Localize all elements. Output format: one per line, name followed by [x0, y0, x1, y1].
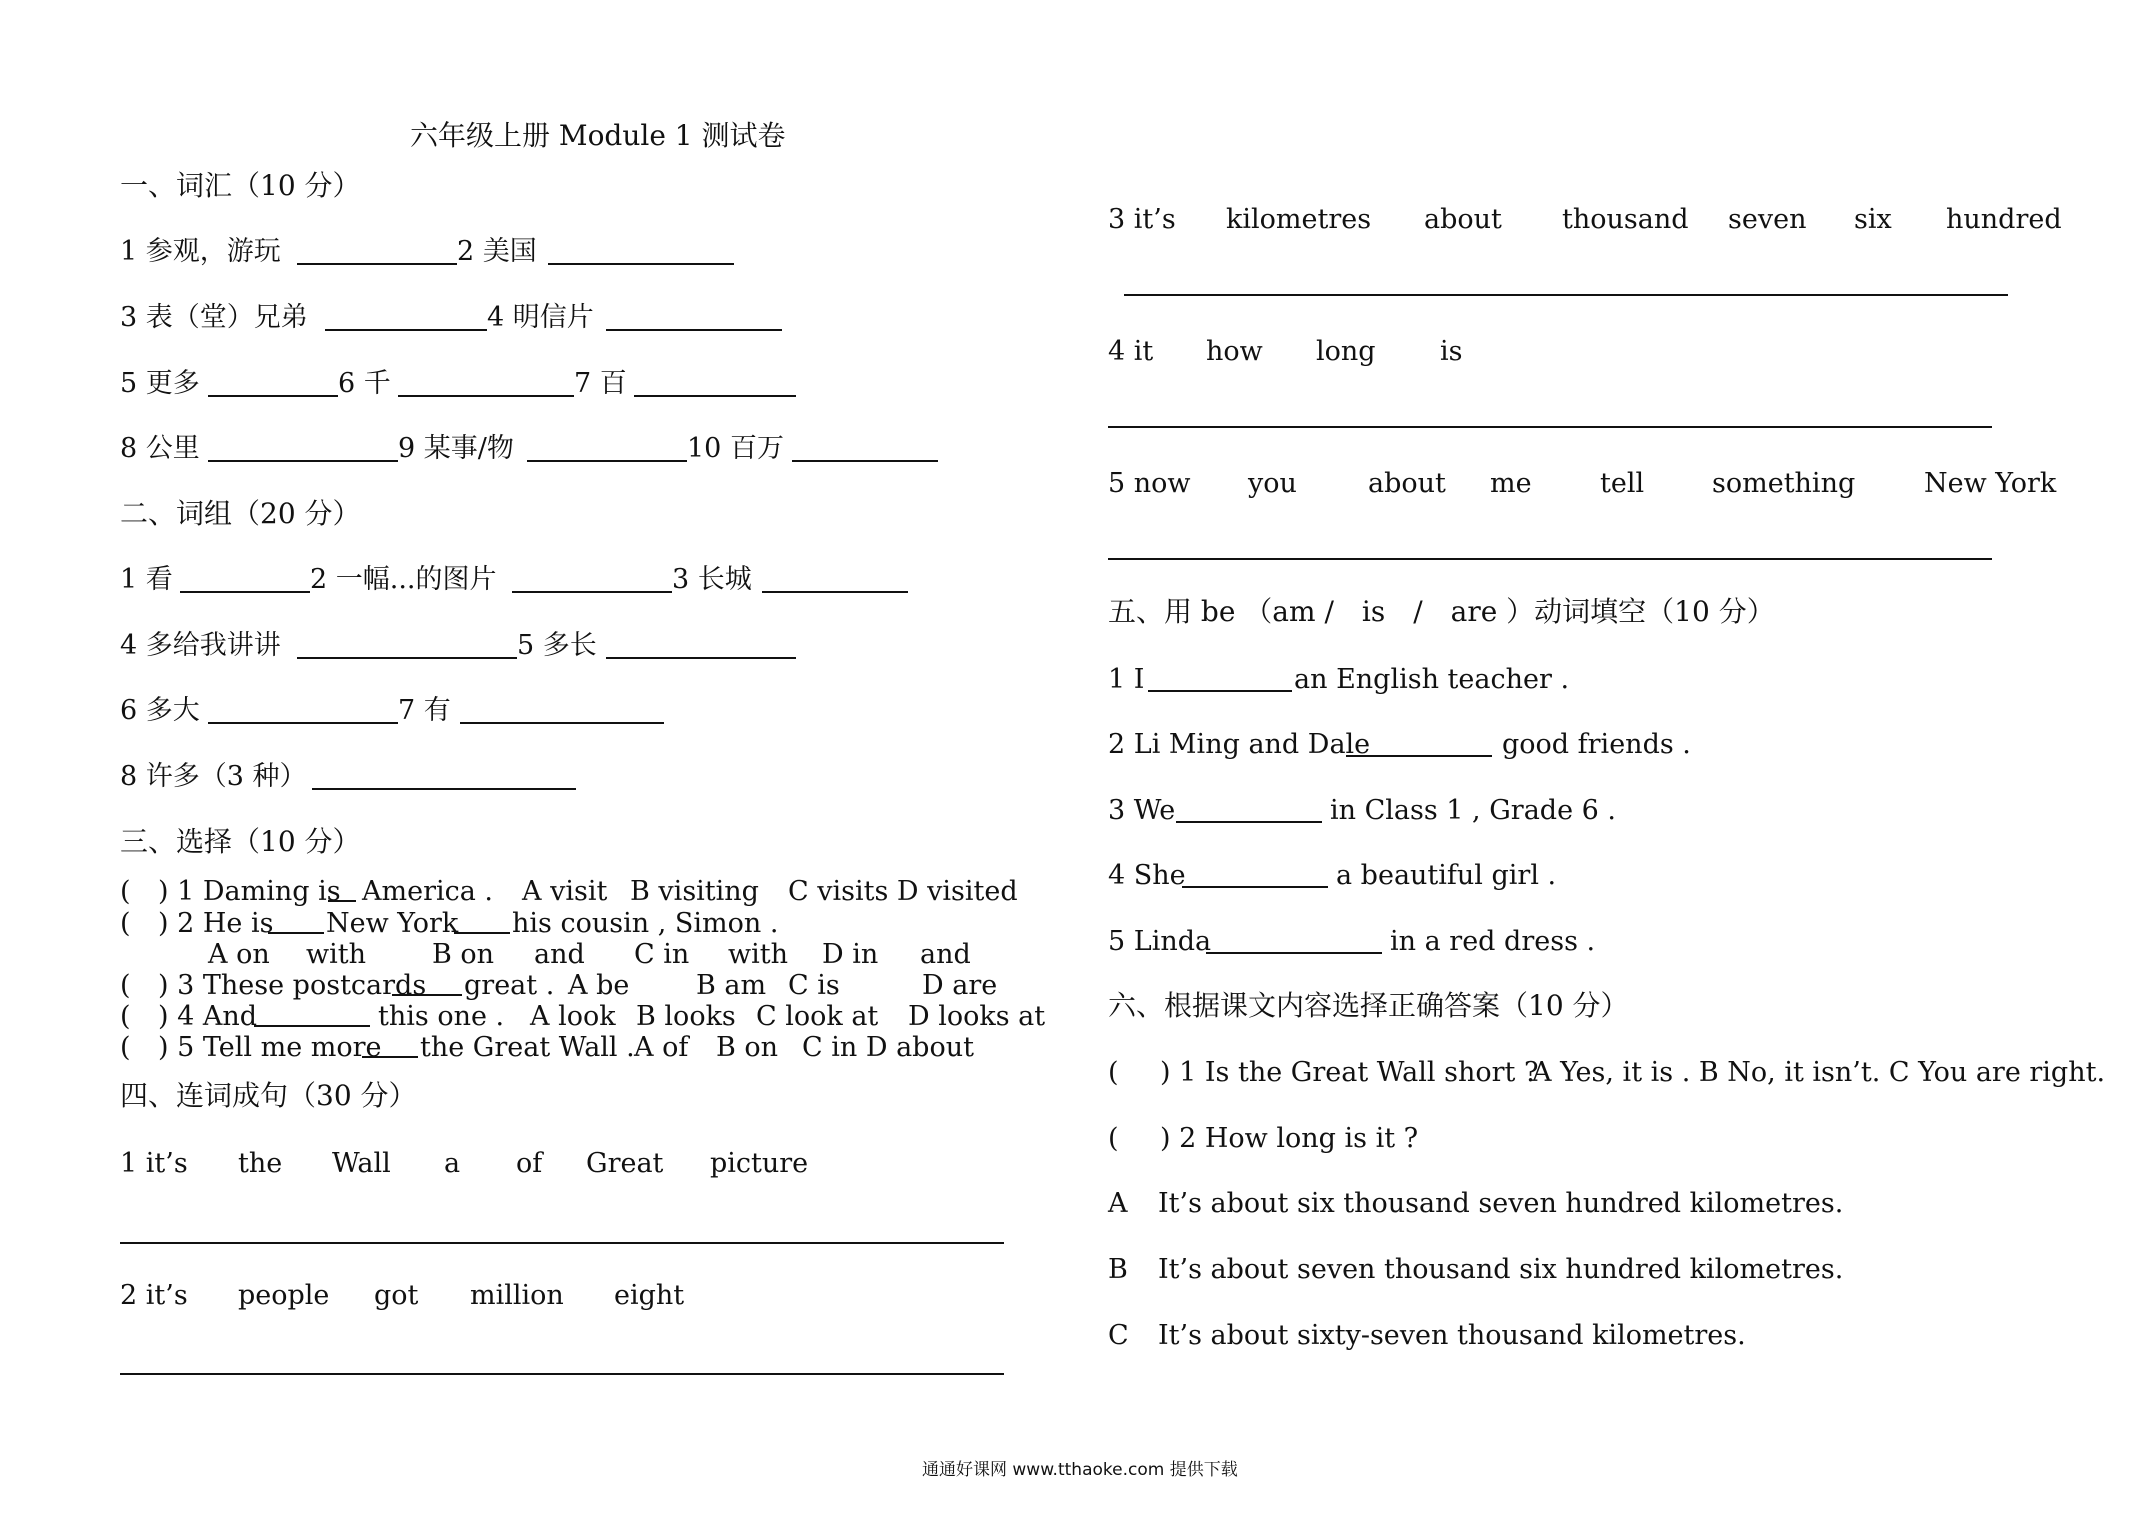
answer-blank[interactable] — [454, 932, 510, 934]
question-text: ) 1 Daming is — [158, 876, 341, 907]
question-text: ) 4 And — [158, 1001, 258, 1032]
word: 4 it — [1108, 336, 1154, 367]
option-text: It’s about sixty-seven thousand kilometres. — [1158, 1320, 1746, 1351]
choice-option: and — [534, 939, 585, 970]
option-letter: A — [1108, 1188, 1128, 1219]
choice-option: C look at — [756, 1001, 879, 1032]
choice-options: A Yes, it is . B No, it isn’t. C You are right. — [1532, 1057, 2106, 1088]
word: long — [1316, 336, 1376, 367]
answer-blank[interactable] — [548, 263, 734, 265]
answer-blank[interactable] — [208, 722, 398, 724]
phrase-item: 4 多给我讲讲 — [120, 630, 281, 661]
vocab-item: 10 百万 — [687, 433, 784, 464]
fill-item-end: in a red dress . — [1390, 926, 1596, 957]
word: tell — [1600, 468, 1645, 499]
vocab-item: 1 参观，游玩 — [120, 236, 281, 267]
option-letter: C — [1108, 1320, 1129, 1351]
section-heading-sentences: 四、连词成句（30 分） — [120, 1079, 417, 1112]
fill-item-start: 4 She — [1108, 860, 1186, 891]
choice-option: B visiting — [630, 876, 759, 907]
choice-option: C visits D visited — [788, 876, 1018, 907]
choice-option: A of — [634, 1032, 689, 1063]
answer-blank[interactable] — [527, 460, 687, 462]
answer-blank[interactable] — [208, 460, 398, 462]
word: something — [1712, 468, 1856, 499]
footer-source: 通通好课网 www.tthaoke.com 提供下载 — [922, 1460, 1238, 1480]
answer-blank[interactable] — [460, 722, 664, 724]
word: six — [1854, 204, 1892, 235]
question-paren: ( — [120, 970, 131, 1001]
answer-blank[interactable] — [1148, 690, 1292, 692]
vocab-item: 4 明信片 — [487, 302, 594, 333]
answer-blank[interactable] — [792, 460, 938, 462]
word: of — [516, 1148, 543, 1179]
answer-blank[interactable] — [312, 788, 576, 790]
choice-option: C in D about — [802, 1032, 974, 1063]
word: million — [470, 1280, 564, 1311]
answer-blank[interactable] — [1176, 821, 1322, 823]
choice-option: D looks at — [908, 1001, 1046, 1032]
choice-option: with — [306, 939, 366, 970]
question-paren: ( — [120, 1032, 131, 1063]
choice-option: C in — [634, 939, 690, 970]
question-text: ) 1 Is the Great Wall short ? — [1160, 1057, 1539, 1088]
question-text: the Great Wall . — [420, 1032, 635, 1063]
question-text: great . — [464, 970, 555, 1001]
word: seven — [1728, 204, 1807, 235]
word: kilometres — [1226, 204, 1372, 235]
phrase-item: 2 一幅...的图片 — [310, 564, 497, 595]
word: 3 it’s — [1108, 204, 1176, 235]
answer-line[interactable] — [1124, 294, 2008, 296]
vocab-item: 7 百 — [574, 368, 627, 399]
choice-option: A on — [208, 939, 270, 970]
word: the — [238, 1148, 283, 1179]
answer-line[interactable] — [1108, 558, 1992, 560]
word: hundred — [1946, 204, 2062, 235]
word: how — [1206, 336, 1263, 367]
option-text: It’s about six thousand seven hundred kilometres. — [1158, 1188, 1844, 1219]
fill-item-end: a beautiful girl . — [1336, 860, 1557, 891]
answer-blank[interactable] — [1346, 755, 1492, 757]
option-text: It’s about seven thousand six hundred kilometres. — [1158, 1254, 1844, 1285]
word: picture — [710, 1148, 809, 1179]
choice-option: A be — [568, 970, 630, 1001]
choice-option: D are — [922, 970, 998, 1001]
answer-blank[interactable] — [325, 329, 487, 331]
answer-blank[interactable] — [328, 900, 356, 902]
answer-blank[interactable] — [297, 263, 457, 265]
choice-option: A visit — [522, 876, 608, 907]
word: about — [1368, 468, 1446, 499]
answer-blank[interactable] — [512, 591, 672, 593]
word: 2 it’s — [120, 1280, 188, 1311]
choice-option: and — [920, 939, 971, 970]
choice-option: B am — [696, 970, 767, 1001]
fill-item-start: 5 Linda — [1108, 926, 1212, 957]
word: me — [1490, 468, 1532, 499]
section-heading-phrases: 二、词组（20 分） — [120, 497, 361, 530]
question-text: ) 2 How long is it ? — [1160, 1123, 1419, 1154]
choice-option: B on — [432, 939, 495, 970]
phrase-item: 1 看 — [120, 564, 173, 595]
option-letter: B — [1108, 1254, 1128, 1285]
answer-blank[interactable] — [392, 994, 462, 996]
fill-item-start: 1 I — [1108, 664, 1145, 695]
word: Great — [586, 1148, 664, 1179]
word: people — [238, 1280, 330, 1311]
answer-blank[interactable] — [1206, 952, 1382, 954]
phrase-item: 8 许多（3 种） — [120, 761, 307, 792]
answer-blank[interactable] — [268, 932, 324, 934]
phrase-item: 6 多大 — [120, 695, 200, 726]
answer-line[interactable] — [1108, 426, 1992, 428]
question-paren: ( — [1108, 1057, 1119, 1088]
question-text: ) 2 He is — [158, 908, 274, 939]
answer-blank[interactable] — [180, 591, 310, 593]
answer-blank[interactable] — [1182, 886, 1328, 888]
answer-blank[interactable] — [362, 1056, 418, 1058]
choice-option: C is — [788, 970, 840, 1001]
question-text: this one . — [378, 1001, 505, 1032]
page-title: 六年级上册 Module 1 测试卷 — [410, 119, 786, 152]
answer-blank[interactable] — [297, 657, 517, 659]
fill-item-start: 3 We — [1108, 795, 1176, 826]
choice-option: B on — [716, 1032, 779, 1063]
word: 1 it’s — [120, 1148, 188, 1179]
answer-line[interactable] — [120, 1373, 1004, 1375]
word: a — [444, 1148, 461, 1179]
vocab-item: 2 美国 — [457, 236, 537, 267]
section-heading-vocab: 一、词汇（10 分） — [120, 169, 361, 202]
fill-item-end: good friends . — [1502, 729, 1691, 760]
vocab-item: 3 表（堂）兄弟 — [120, 302, 308, 333]
fill-item-end: an English teacher . — [1294, 664, 1570, 695]
section-heading-be-verbs: 五、用 be （am / is / are ）动词填空（10 分） — [1108, 595, 1775, 628]
phrase-item: 5 多长 — [517, 630, 597, 661]
question-paren: ( — [1108, 1123, 1119, 1154]
question-paren: ( — [120, 1001, 131, 1032]
question-text: ) 3 These postcards — [158, 970, 427, 1001]
word: 5 now — [1108, 468, 1191, 499]
choice-option: with — [728, 939, 788, 970]
answer-line[interactable] — [120, 1242, 1004, 1244]
vocab-item: 9 某事/物 — [398, 433, 514, 464]
word: New York — [1924, 468, 2057, 499]
section-heading-choice: 三、选择（10 分） — [120, 825, 361, 858]
word: you — [1248, 468, 1297, 499]
word: got — [374, 1280, 419, 1311]
answer-blank[interactable] — [606, 329, 782, 331]
vocab-item: 5 更多 — [120, 368, 200, 399]
vocab-item: 8 公里 — [120, 433, 200, 464]
word: about — [1424, 204, 1502, 235]
section-heading-reading: 六、根据课文内容选择正确答案（10 分） — [1108, 989, 1629, 1022]
answer-blank[interactable] — [606, 657, 796, 659]
word: is — [1440, 336, 1463, 367]
word: eight — [614, 1280, 685, 1311]
answer-blank[interactable] — [254, 1025, 370, 1027]
question-text: ) 5 Tell me more — [158, 1032, 382, 1063]
choice-option: A look — [530, 1001, 616, 1032]
question-text: his cousin , Simon . — [512, 908, 779, 939]
answer-blank[interactable] — [208, 395, 338, 397]
answer-blank[interactable] — [634, 395, 796, 397]
question-text: America . — [362, 876, 494, 907]
answer-blank[interactable] — [398, 395, 574, 397]
word: thousand — [1562, 204, 1689, 235]
question-paren: ( — [120, 908, 131, 939]
answer-blank[interactable] — [762, 591, 908, 593]
fill-item-end: in Class 1 , Grade 6 . — [1330, 795, 1616, 826]
question-text: New York — [326, 908, 459, 939]
word: Wall — [332, 1148, 391, 1179]
question-paren: ( — [120, 876, 131, 907]
choice-option: B looks — [636, 1001, 736, 1032]
phrase-item: 3 长城 — [672, 564, 752, 595]
vocab-item: 6 千 — [338, 368, 391, 399]
phrase-item: 7 有 — [398, 695, 451, 726]
fill-item-start: 2 Li Ming and Dale — [1108, 729, 1371, 760]
choice-option: D in — [822, 939, 879, 970]
